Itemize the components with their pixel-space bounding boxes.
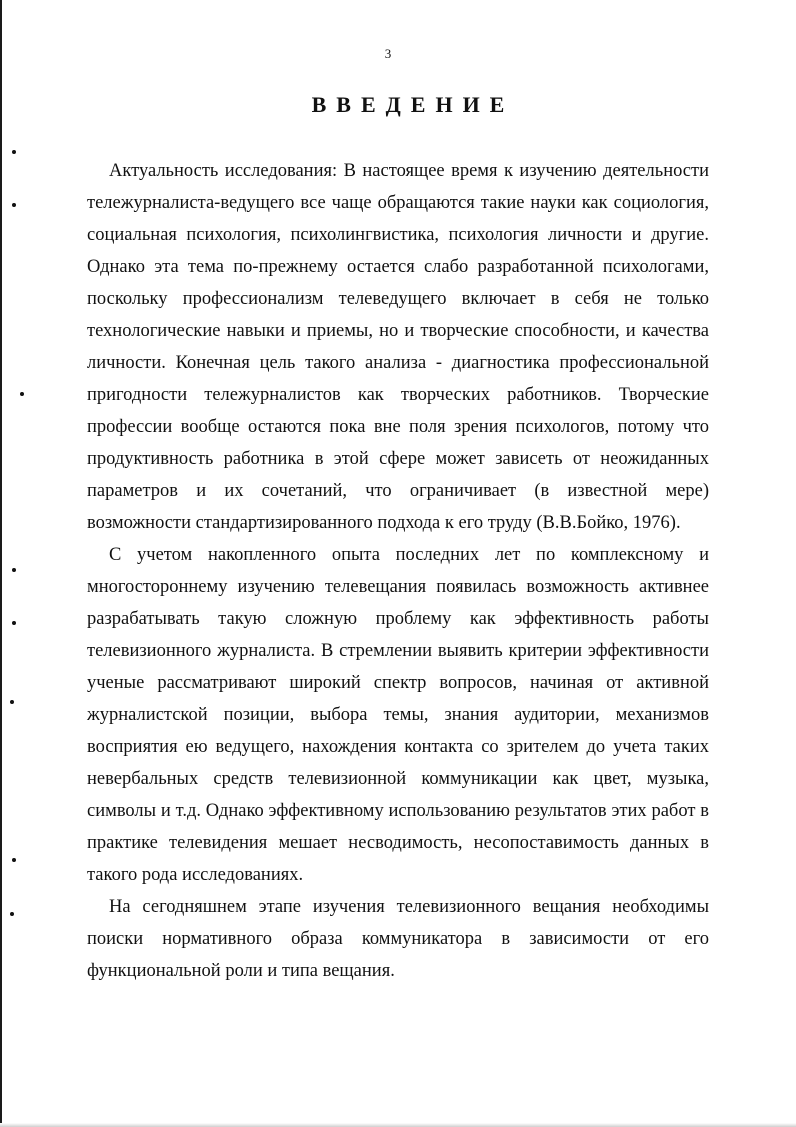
scan-speck bbox=[10, 912, 14, 916]
scan-left-edge bbox=[0, 0, 2, 1127]
scan-speck bbox=[10, 700, 14, 704]
scan-speck bbox=[12, 150, 16, 154]
document-body bbox=[87, 155, 709, 987]
scan-speck bbox=[12, 203, 16, 207]
paragraph: На сегодняшнем этапе изучения телевизионного вещания необходимы поиски нормативного образа коммуникатора в зависимости от его функциональной роли и типа вещания. bbox=[87, 897, 709, 981]
scan-speck bbox=[12, 568, 16, 572]
scan-speck bbox=[20, 392, 24, 396]
page-number: 3 bbox=[384, 46, 392, 61]
page-title: ВВЕДЕНИЕ bbox=[311, 92, 515, 117]
scan-bottom-edge bbox=[0, 1123, 796, 1127]
scan-speck bbox=[12, 858, 16, 862]
paragraph: Актуальность исследования: В настоящее время к изучению деятельности тележурналиста-ведущего все чаще обращаются такие науки как социология, социальная психология, психолингвистика, психология личности и другие. Однако эта тема по-прежнему остается слабо разработанной психологами, поскольку профессионализм телеведущего включает в себя не только технологические навыки и приемы, но и творческие способности, и качества личности. Конечная цель такого анализа - диагностика профессиональной пригодности тележурналистов как творческих работников. Творческие профессии вообще остаются пока вне поля зрения психологов, потому что продуктивность работника в этой сфере может зависеть от неожиданных параметров и их сочетаний, что ограничивает (в известной мере) возможности стандартизированного подхода к его труду (В.В.Бойко, 1976). bbox=[87, 161, 709, 533]
scan-speck bbox=[12, 621, 16, 625]
paragraph: С учетом накопленного опыта последних лет по комплексному и многостороннему изучению телевещания появилась возможность активнее разрабатывать такую сложную проблему как эффективность работы телевизионного журналиста. В стремлении выявить критерии эффективности ученые рассматривают широкий спектр вопросов, начиная от активной журналистской позиции, выбора темы, знания аудитории, механизмов восприятия ею ведущего, нахождения контакта со зрителем до учета таких невербальных средств телевизионной коммуникации как цвет, музыка, символы и т.д. Однако эффективному использованию результатов этих работ в практике телевидения мешает несводимость, несопоставимость данных в такого рода исследованиях. bbox=[87, 545, 709, 885]
